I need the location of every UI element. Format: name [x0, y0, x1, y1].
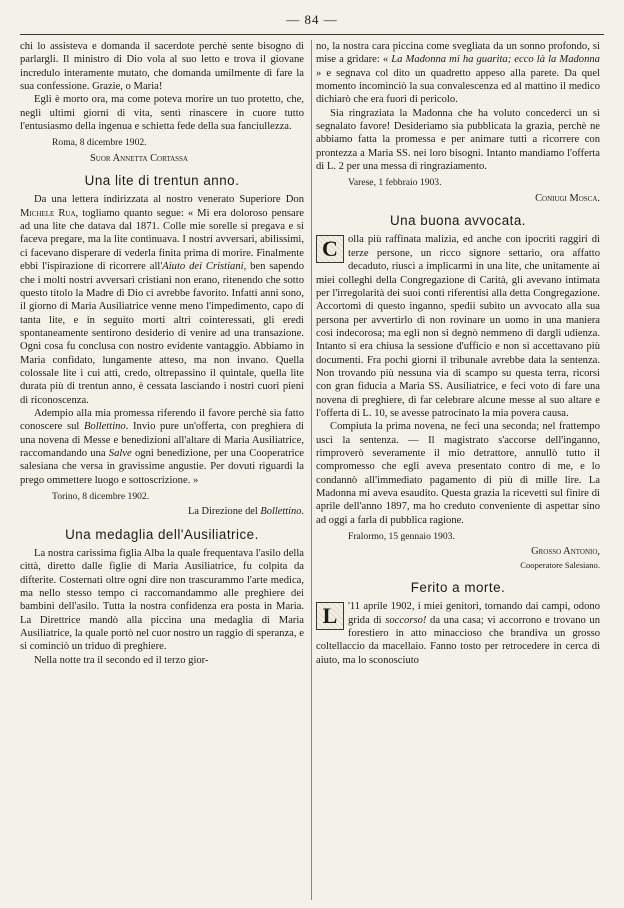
left-column	[20, 40, 304, 902]
signature-name: Grosso Antonio,	[531, 546, 600, 558]
article-paragraph: Nella notte tra il secondo ed il terzo gior-	[34, 654, 209, 666]
signature-role: Cooperatore Salesiano.	[520, 559, 600, 570]
article-paragraph: Sia ringraziata la Madonna che ha voluto concederci un sì segnalato favore! Desideriamo sia pubblicata la grazia, perchè ne abbiamo fatta la promessa e per animare tutti a ricorrere con prontezza a Maria SS. nei loro bisogni. Intanto mandiamo l'offerta di L. 2 per una messa di ringraziamento.	[316, 107, 600, 173]
article-paragraph: Da una lettera indirizzata al nostro venerato Superiore Don Michele Rua, togliamo quanto segue: « Mi era doloroso pensare ad una lite che datava dal 1871. Colle mie sorelle si pregava e si faceva pregare, ma la lite continuava. I nostri avversari, abilissimi, ci facevano disperare di vederla finita prima di morire. Finalmente ebbi l'ispirazione di ricorrere all'Aiuto dei Cristiani, ben sapendo che i molti nostri avversari cristiani non erano, ritenendo che sotto questo titolo la Madre di Dio ci avrebbe favorito. Infatti anni sono, il giorno di Maria Ausiliatrice venne meno l'impedimento, capo di tanta lite, e in seguito morti altri cointeressati, gli eredi spontaneamente sentirono desiderio di venire ad una transazione. Ogni cosa fu conclusa con nostro evidente vantaggio. Abbiamo in Maria confidato, lungamente atteso, ma non invano. Quella colossale lite i cui atti, credo, oltrepassino il quintale, quella lite durata più di trentun anno, è cessata lasciando i nostri cuori pieni di riconoscenza.	[20, 194, 304, 406]
signature-place-date: Torino, 8 dicembre 1902.	[52, 491, 150, 502]
article-paragraph: Adempio alla mia promessa riferendo il favore perchè sia fatto conoscere sul Bollettino. Invio pure un'offerta, con preghiera di una novena di Messe e benedizioni all'altare di Maria Ausiliatrice, raccomandando una Salve ogni benedizione, per una Cooperatrice salesiana che versa in gravissime angustie. Per dovuti riguardi la prego ommettere luogo e sottoscrizione. »	[20, 407, 304, 486]
person-name: Michele Rua	[20, 207, 76, 219]
article-paragraph: L '11 aprile 1902, i miei genitori, tornando dai campi, odono grida di soccorso! da una casa; vi accorrono e trovano un forestiero in atto minaccioso che brandiva un grosso coltellaccio da macellaio. Fanno tosto per retrocedere in cerca di aiuto, ma lo sconosciuto	[316, 601, 600, 666]
right-column	[316, 40, 600, 902]
drop-cap-letter: C	[316, 235, 344, 263]
column-divider	[311, 40, 312, 900]
signature-place-date: Varese, 1 febbraio 1903.	[348, 177, 442, 189]
header-rule	[20, 34, 604, 35]
article-title-avvocata: Una buona avvocata.	[389, 213, 527, 229]
article-paragraph: La nostra carissima figlia Alba la quale frequentava l'asilo della città, diretto dalle figlie di Maria Ausiliatrice, fu colpita da difterite. Costernati oltre ogni dire non trascurammo l'arte medica, ma nello stesso tempo ci raccomandammo alle preghiere dei bambini dell'asilo. Tutta la nostra confidenza era posta in Maria. La Direttrice mandò alla piccina una medaglia di Maria Ausiliatrice, la quale portò nel cuor nostro un raggio di speranza, e si cominciò un triduo di preghiere.	[20, 548, 304, 653]
intro-paragraph-2: Egli è morto ora, ma come poteva morire un tuo protetto, che, negli ultimi giorni di vita, sentì rinascere in cuore tutto l'entusiasmo della ingenua e schietta fede della sua fanciullezza.	[20, 94, 304, 133]
article-paragraph: no, la nostra cara piccina come svegliata da un sonno profondo, si mise a gridare: « La Madonna mi ha guarita; ecco là la Madonna » e segnava col dito un quadretto appeso alla parete. Da quel momento incominciò la sua convalescenza ed al mattino il medico dichiarò che era fuori di pericolo.	[316, 41, 600, 106]
article-paragraph: C olla più raffinata malizia, ed anche con ipocriti raggiri di terze persone, un ricco signore settario, ora affatto decaduto, riuscì a implicarmi in una lite, che unitamente ai miei colleghi della Congregazione di Carità, gli avevano intimata per l'irregolarità dei suoi conti riferentisi alla detta Congregazione. Accortomi di questo inganno, spedii subito un avvocato alla sua persona per avvertirlo di non rovinare un uomo in una maniera così indecorosa; ma egli non si degnò nemmeno di dargli udienza. Intanto si era chiusa la sessione d'ufficio e non si accettavano più documenti. Fra pochi giorni il tribunale avrebbe data la sentenza. Non trovando più nessuna via di scampo su questa terra, ricorsi con gran fiducia a Maria SS. Ausiliatrice, e feci voto di fare una novena di preghiere, di far celebrare alcune messe al suo altare e l'offerta di L. 10, se avesse patrocinato la mia povera causa.	[316, 234, 600, 419]
page-number: — 84 —	[286, 12, 338, 27]
signature-place-date: Roma, 8 dicembre 1902.	[52, 137, 147, 149]
signature-place-date: Fralormo, 15 gennaio 1903.	[348, 531, 455, 543]
drop-cap-letter: L	[316, 602, 344, 630]
intro-paragraph: chi lo assisteva e domanda il sacerdote perchè sente bisogno di parlargli. Il ministro di Dio vola al suo letto e trova il giovane incredulo interamente mutato, che domanda umilmente di fare la sua confessione. Grazie, o Maria!	[20, 41, 304, 93]
article-paragraph: Compiuta la prima novena, ne feci una seconda; nel frattempo uscì la sentenza. — Il magistrato s'accorse dell'inganno, rimproverò severamente il mio detrattore, annullò tutto il compromesso che egli aveva presentato contro di me, e lo condannò all'immediato pagamento di più di mille lire. La Madonna mi aveva esaudito. Questa grazia la ricevetti sul finire di aprile dell'anno 1897, ma ho creduto conveniente di aspettar sino ad oggi a farla di pubblica ragione.	[316, 421, 600, 526]
signature-name: Suor Annetta Cortassa	[90, 152, 188, 164]
article-title-medaglia: Una medaglia dell'Ausiliatrice.	[65, 526, 259, 542]
article-title-lite: Una lite di trentun anno.	[84, 173, 240, 189]
signature-name: La Direzione del Bollettino.	[187, 506, 304, 518]
article-title-ferito: Ferito a morte.	[410, 580, 506, 596]
signature-name: Coniugi Mosca.	[535, 192, 600, 204]
